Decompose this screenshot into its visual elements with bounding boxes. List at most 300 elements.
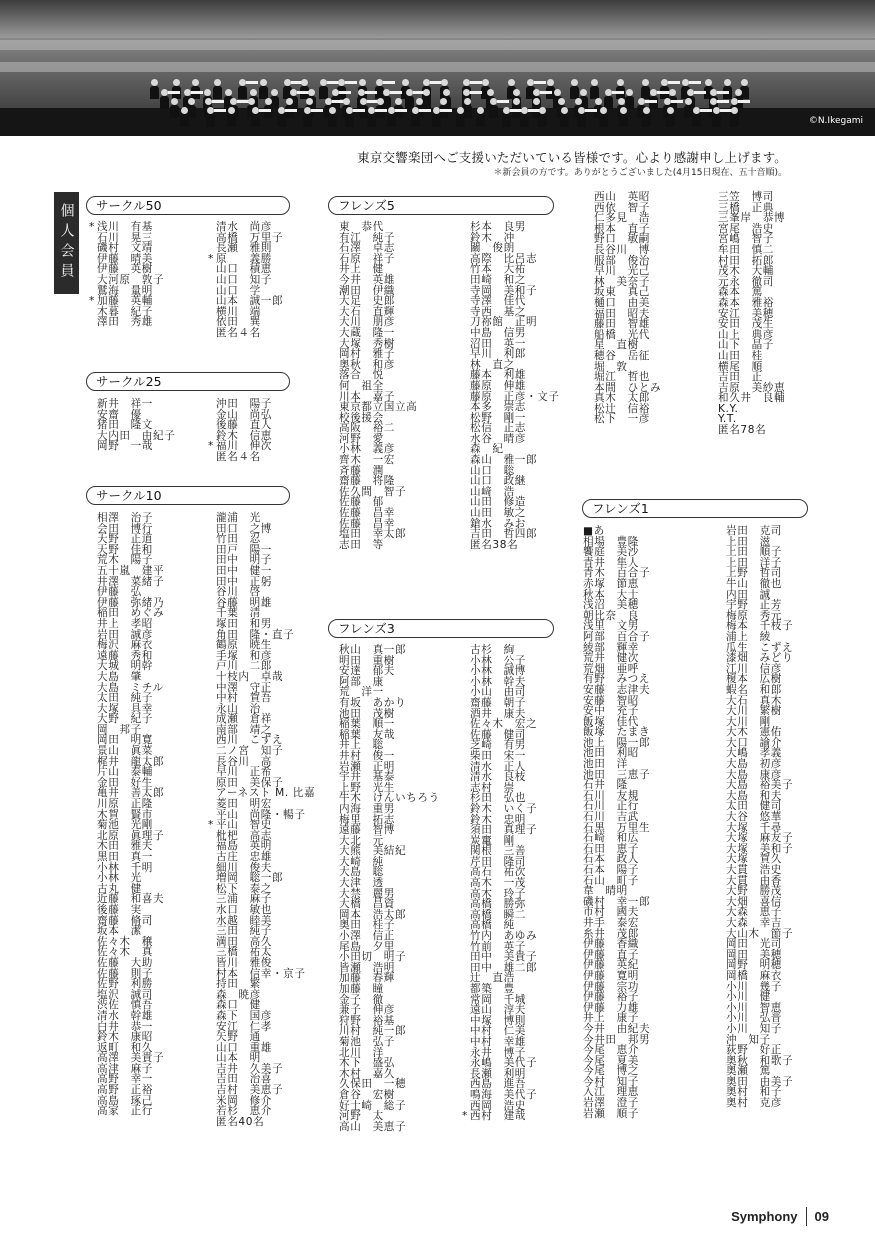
circle25-list-col1 [97, 399, 175, 452]
member-name: 今尾 博之 [583, 1065, 639, 1078]
member-name: 綾部 輝幸 [583, 641, 639, 654]
member-name: 西川 こずえ [216, 734, 284, 747]
member-name: 森 暁彦 [216, 988, 261, 1001]
member-name: 鈴木 信恵 [216, 429, 272, 442]
member-name: 岩田 誠彦 [97, 628, 153, 641]
member-name: 池田 洋 [583, 758, 628, 771]
musician-figure [489, 105, 498, 118]
member-name: 皆瀬 浩明 [339, 961, 395, 974]
member-name: 安江 美穂 [718, 307, 774, 320]
member-name: 小川 健 [726, 991, 771, 1004]
musician-head [358, 89, 365, 96]
member-name: 浅里 文男 [583, 620, 639, 633]
music-stand [212, 100, 224, 103]
member-name: 須田 真理子 [470, 824, 538, 837]
music-stand [470, 81, 482, 84]
musician-figure [251, 114, 260, 127]
music-stand [612, 91, 624, 94]
member-name: 石崎 和広 [583, 832, 639, 845]
member-name: 永嶋 美代子 [470, 1057, 538, 1070]
member-name: 岡野 明穂 [726, 959, 782, 972]
musician-head [463, 79, 470, 86]
member-name: 原田 美保子 [216, 776, 284, 789]
magazine-title: Symphony [731, 1209, 798, 1224]
section-header-circle10: サークル10 [86, 486, 290, 505]
musician-head [554, 89, 561, 96]
musician-head [260, 79, 267, 86]
member-name: 野口 敏嗣 [594, 233, 650, 246]
musician-head [591, 79, 598, 86]
member-name: 森本 雅裕 [718, 296, 774, 309]
member-name: 今村 知子 [583, 1075, 639, 1088]
musician-head [377, 98, 384, 105]
member-name: 上田 滋 [726, 535, 771, 548]
member-name: 白井 恭一 [97, 1020, 153, 1033]
member-name: 古丸 健 [97, 882, 142, 895]
music-stand [700, 109, 712, 112]
member-name: 酒井 康夫 [470, 707, 526, 720]
member-name: 木下 盛弘 [339, 1057, 395, 1070]
member-name: 石山 町子 [583, 874, 639, 887]
member-name: 森 紀 [470, 443, 504, 456]
member-name: 鈴木 忠明 [470, 813, 526, 826]
member-name: 蝦名 和郎 [726, 683, 782, 696]
friends1-list-col1 [583, 526, 650, 1119]
music-stand [365, 91, 377, 94]
member-name: 鈴木 康昭 [97, 1031, 153, 1044]
member-name: 奥田 由美子 [726, 1075, 794, 1088]
member-name: 河野 愛 [339, 432, 384, 445]
member-name: 遠山 淳夫 [470, 1004, 526, 1017]
musician-head [527, 79, 534, 86]
member-name: 木村 嘉久 [339, 1067, 395, 1080]
musician-head [508, 79, 515, 86]
member-name: 古杉 絢 [470, 644, 515, 656]
musician-head [600, 107, 607, 114]
member-name: 炭竃 剛 [470, 834, 515, 847]
member-name: 吉原 美紗恵 [718, 381, 786, 394]
member-name: 井上 康子 [583, 1012, 639, 1025]
musician-head [278, 107, 285, 114]
member-name: 有江 純子 [339, 231, 395, 244]
member-name: 藤本 利雄 [470, 369, 526, 382]
member-name: ■あ [583, 525, 605, 537]
member-name: 小川 智恵 [726, 1001, 782, 1014]
member-name: 竹田 忍 [216, 533, 261, 546]
member-name: 塚田 和男 [216, 617, 272, 630]
member-name: 会田 博行 [97, 522, 153, 535]
member-name: 小澤 信正 [339, 930, 395, 943]
musician-head [416, 98, 423, 105]
music-stand [717, 91, 729, 94]
member-name: 北原 眞理子 [97, 829, 165, 842]
musician-head [433, 107, 440, 114]
member-name: 堀 敦 [594, 360, 628, 373]
member-name: 大北 元 [339, 834, 384, 847]
member-name: 高島 琢己 [97, 1094, 153, 1107]
member-name: 林 美奈子 [594, 275, 650, 288]
member-name: 伊藤 香織 [583, 938, 639, 951]
member-name: 森下 国彦 [216, 1009, 272, 1022]
member-name: 吉田 正 [718, 371, 763, 384]
member-name: 山﨑 浩 [470, 485, 515, 498]
music-stand [168, 91, 180, 94]
member-name: 磯村 文靖 [97, 242, 153, 255]
member-name: K.Y. [718, 402, 739, 415]
musician-head [710, 98, 717, 105]
musician-figure [476, 114, 485, 127]
musician-head [248, 98, 255, 105]
musician-head [161, 89, 168, 96]
member-name: 景山 眞菜 [97, 745, 153, 758]
friends5-list-col2 [470, 222, 560, 550]
member-name: 寺西 基之 [470, 305, 526, 318]
musician-head [487, 89, 494, 96]
musician-head [441, 79, 448, 86]
member-name: アーネスト M. 比嘉 [216, 787, 316, 800]
member-name: 荒 洋一 [339, 686, 384, 699]
member-name: 井上 孝昭 [97, 617, 153, 630]
member-name: 入江 理恵 [583, 1086, 639, 1099]
member-name: 高津 麻子 [97, 1062, 153, 1075]
member-name: 長谷川 高 [216, 755, 272, 768]
musician-head [230, 98, 237, 105]
member-name: 浦上 綾 [726, 630, 771, 643]
member-name: 安齋 優 [97, 408, 142, 421]
member-name: 中塚 博則 [470, 1014, 526, 1027]
member-name: 伊藤 直子 [583, 948, 639, 961]
member-name: 荒畑 亜呼 [583, 662, 639, 675]
musician-head [477, 107, 484, 114]
member-name: 小山 由司 [470, 686, 526, 699]
member-name: 川本 嘉子 [339, 390, 395, 403]
hall-ceiling [0, 0, 875, 38]
section-header-circle25: サークル25 [86, 372, 290, 391]
member-name: 清水 良枝 [470, 771, 526, 784]
member-name: 大島 ミチル [97, 681, 164, 694]
member-name: 匿名78名 [718, 424, 767, 437]
musician-head [204, 89, 211, 96]
member-name: 田中 雄二郎 [470, 961, 538, 974]
member-name: 吉田 哲四郎 [470, 528, 538, 541]
member-name: 大川 繁樹 [726, 705, 782, 718]
music-stand [191, 91, 203, 94]
music-stand [717, 100, 729, 103]
musician-figure [206, 114, 215, 127]
member-name: 木暮 紀子 [97, 305, 153, 318]
member-name: 飯塚 佳代 [583, 715, 639, 728]
section-header-friends5: フレンズ5 [328, 196, 554, 215]
member-name: 石川 吉武 [583, 811, 639, 824]
member-name: 安田 茂生 [718, 318, 774, 331]
member-name: 大野 勝茂 [726, 885, 782, 898]
musician-head [735, 89, 742, 96]
member-name: 伊藤 裕子 [583, 991, 639, 1004]
member-name: 大森 恵子 [726, 906, 782, 919]
member-name: 坂東 真己 [594, 286, 650, 299]
circle10-list-col1 [97, 513, 164, 1117]
member-name: 増岡 聡一郎 [216, 872, 284, 885]
member-name: 松野 剛一 [470, 411, 526, 424]
member-name: 岡野 一哉 [97, 440, 153, 453]
musician-head [693, 107, 700, 114]
member-name: 井手 泰宏 [583, 916, 639, 929]
member-name: 古庄 忠雄 [216, 851, 272, 863]
member-name: 宇野 正芳 [726, 599, 782, 612]
member-name: 山田 修造 [470, 496, 526, 509]
musician-head [181, 107, 188, 114]
musician-figure [328, 114, 337, 127]
member-name: 高木 玲子 [470, 887, 526, 900]
member-name: 鈴木 いく子 [470, 802, 538, 815]
musician-head [308, 89, 315, 96]
member-name: 大島 和夫 [726, 789, 782, 802]
member-name: 大城 明幹 [97, 660, 153, 673]
musician-figure [712, 114, 721, 127]
musician-figure [319, 86, 328, 99]
member-name: 磯村 幸一郎 [583, 895, 651, 908]
musician-head [151, 79, 158, 86]
member-name: 大貫 由香 [726, 874, 782, 887]
member-name: 安江 仁孝 [216, 1020, 272, 1033]
musician-head [539, 107, 546, 114]
musician-head [192, 79, 199, 86]
member-name: 遠藤 智博 [339, 824, 395, 837]
member-name: 關 俊朗 [470, 242, 515, 255]
music-stand [470, 91, 482, 94]
member-name: 匿名38名 [470, 538, 519, 551]
member-name: 高家 正行 [97, 1105, 153, 1118]
section-header-friends3: フレンズ3 [328, 619, 554, 638]
member-name: 中澤 守正 [216, 681, 272, 694]
member-name: 牛木 けんいちろう [339, 792, 440, 805]
member-name: 本多 崇志 [470, 401, 526, 414]
musician-head [741, 79, 748, 86]
member-name: 芹田 隆司 [470, 855, 526, 868]
member-name: 石本 陽子 [583, 864, 639, 876]
member-name: 秋本 大士 [583, 588, 639, 601]
musician-head [464, 98, 471, 105]
musician-head [239, 79, 246, 86]
member-name: 小川 知子 [726, 1022, 782, 1035]
member-name: * 浅川 有基 [97, 222, 164, 233]
member-name: 大内田 由紀子 [97, 429, 176, 442]
member-name: 高際 比呂志 [470, 252, 538, 265]
member-name: 大石 直輝 [339, 305, 395, 318]
member-name: 沖 知子 [726, 1033, 771, 1046]
member-name: 猪田 隆文 [97, 419, 153, 432]
member-name: 青木 百合子 [583, 567, 651, 580]
member-name: 石川 正行 [583, 800, 639, 813]
member-name: Y.T. [718, 413, 737, 426]
member-name: 伊藤 弥緒乃 [97, 596, 165, 609]
member-name: 茂木 大輔 [718, 265, 774, 278]
member-name: 服部 俊治 [594, 254, 650, 267]
member-name: 木田 雅夫 [97, 840, 153, 853]
member-name: 本間 ひとみ [594, 381, 662, 394]
member-name: 高阪 裕二 [339, 422, 395, 435]
member-name: 亀井 善太郎 [97, 787, 165, 800]
member-name: 森山 雅一郎 [470, 454, 538, 467]
member-name: 福田 昭夫 [594, 307, 650, 320]
member-name: 石井 隆 [583, 779, 628, 792]
member-name: 小林 公子 [470, 654, 526, 667]
member-name: 大島 聡 [339, 866, 384, 879]
photo-credit: ©N.Ikegami [808, 116, 863, 126]
member-name: 佐久間 智子 [339, 485, 407, 498]
musician-figure [411, 114, 420, 127]
member-name: 池田 利昭 [583, 747, 639, 760]
musician-head [329, 107, 336, 114]
friends3-list-col1 [339, 645, 440, 1132]
member-name: 手塚 和彦 [216, 649, 272, 662]
member-name: 奥村 和子 [726, 1086, 782, 1099]
musician-head [724, 79, 731, 86]
music-stand [353, 109, 365, 112]
member-name: 安中 充子 [583, 705, 639, 718]
section-tab-individual-members: 個人会員 [54, 192, 79, 294]
musician-head [533, 89, 540, 96]
member-name: 佐々木 穣 [97, 935, 153, 948]
member-name: 林 直之 [470, 358, 515, 371]
member-name: 秋山 真一郎 [339, 644, 407, 656]
member-name: 齋藤 将隆 [339, 475, 395, 488]
member-name: 大熊 美結紀 [339, 845, 407, 858]
music-stand [339, 91, 351, 94]
musician-head [667, 107, 674, 114]
musician-figure [227, 114, 236, 127]
member-name: 二ノ宮 知子 [216, 745, 284, 758]
member-name: 岡田 明寛 [97, 734, 153, 747]
musician-figure [213, 86, 222, 99]
friends5-list-col1 [339, 222, 417, 550]
member-name: 角田 隆・直子 [216, 628, 295, 641]
member-name: 瓜生 こずえ [726, 641, 794, 654]
member-name: 柴田 宋一 [470, 749, 526, 762]
member-name: 齊木 一宏 [339, 454, 395, 467]
member-name: 太田 純子 [97, 692, 153, 705]
musician-head [228, 107, 235, 114]
musician-head [306, 98, 313, 105]
member-name: 石川 晃三 [97, 231, 153, 244]
member-name: 塩田 幸太郎 [339, 528, 407, 541]
musician-figure [599, 114, 608, 127]
member-name: 中村 仁美 [470, 1025, 526, 1038]
member-name: 岡橋 麻衣 [726, 969, 782, 982]
member-name: 三橋 祐太 [216, 946, 272, 959]
member-name: 佐藤 大助 [97, 956, 153, 969]
member-name: 大川 剛 [726, 715, 771, 728]
orchestra-photo [0, 0, 875, 136]
member-name: 都築 豊 [470, 983, 515, 995]
member-name: 浅沼 美穂 [583, 599, 639, 612]
member-name: 山上 典彦 [718, 328, 774, 341]
member-name: 佐野 利勝 [97, 978, 153, 991]
member-name: 久保田 一穂 [339, 1078, 407, 1091]
member-name: 田中 健一 [216, 564, 272, 577]
member-name: 齋藤 脩司 [97, 914, 153, 927]
member-name: 清水 正人 [470, 760, 526, 773]
member-name: 尾島 夕里 [339, 940, 395, 953]
member-name: 藤原 伸雄 [470, 379, 526, 392]
musician-head [265, 98, 272, 105]
member-name: 高野 幸一 [97, 1073, 153, 1086]
member-name: 大石 真木 [726, 694, 782, 707]
music-stand [375, 109, 387, 112]
music-stand [738, 100, 750, 103]
member-name: 志村 崇 [470, 781, 515, 794]
member-name: 田戸 陽一 [216, 543, 272, 556]
member-name: 松下 泰之 [216, 882, 272, 895]
member-name: 相澤 治子 [97, 512, 153, 524]
member-name: 匿名４名 [216, 450, 261, 463]
member-name: 船橋 光代 [594, 328, 650, 341]
member-name: 小林 光 [97, 872, 142, 885]
hall-balcony [0, 40, 875, 50]
music-stand [214, 109, 226, 112]
member-name: 鶴原 暁生 [216, 639, 272, 652]
friends3-cont-list-col1 [594, 192, 661, 425]
member-name: 星 直樹 [594, 339, 639, 352]
member-name: 寺岡 美和子 [470, 284, 538, 297]
member-name: 今井 由紀夫 [583, 1022, 651, 1035]
member-name: 持田 繁 [216, 978, 261, 991]
musician-figure [666, 114, 675, 127]
musician-head [687, 89, 694, 96]
music-stand [497, 100, 509, 103]
member-name: 大谷 悠華 [726, 811, 782, 824]
member-name: 鷲海 量明 [97, 284, 153, 297]
member-name: 谷藤 明雄 [216, 596, 272, 609]
musician-head [547, 79, 554, 86]
member-name: 佐藤 昌幸 [339, 507, 395, 520]
member-name: 小林 幹夫 [470, 675, 526, 688]
member-name: 落合 悦 [339, 369, 384, 382]
member-name: 志田 等 [339, 538, 384, 551]
member-name: 山本 誠一郎 [216, 295, 284, 308]
member-name: 小田切 明子 [339, 951, 407, 964]
musician-figure [345, 114, 354, 127]
member-name: 水口 敏也 [216, 903, 272, 916]
member-name: 元永 徹司 [718, 275, 774, 288]
member-name: 近藤 和喜夫 [97, 893, 165, 906]
member-name: 飯塚 たまき [583, 726, 651, 739]
member-name: 田中 美貴子 [470, 951, 538, 964]
member-name: 阿部 百合子 [583, 630, 651, 643]
member-name: 岡本 浩太郎 [339, 908, 407, 921]
member-name: 伊藤 宗功 [583, 980, 639, 993]
member-name: 中村 幸雄 [470, 1035, 526, 1048]
musician-figure [277, 114, 286, 127]
member-name: 狩野 裕基 [339, 1014, 395, 1027]
musician-head [463, 89, 470, 96]
hall-balcony [0, 62, 875, 72]
member-name: 横尾 順 [718, 360, 763, 373]
musician-figure [387, 114, 396, 127]
musician-figure [303, 114, 312, 127]
musician-head [304, 107, 311, 114]
circle25-list-col2 [216, 399, 272, 463]
musician-figure [520, 114, 529, 127]
member-name: 井村 俊一 [339, 749, 395, 762]
member-name: 太田 健司 [726, 800, 782, 813]
member-name: 瀧浦 光 [216, 512, 261, 524]
musician-head [290, 89, 297, 96]
musician-head [618, 98, 625, 105]
member-name: 真木 太郎 [594, 392, 650, 405]
member-name: 黒田 真一 [97, 851, 153, 863]
member-name: 梶井 龍太郎 [97, 755, 165, 768]
